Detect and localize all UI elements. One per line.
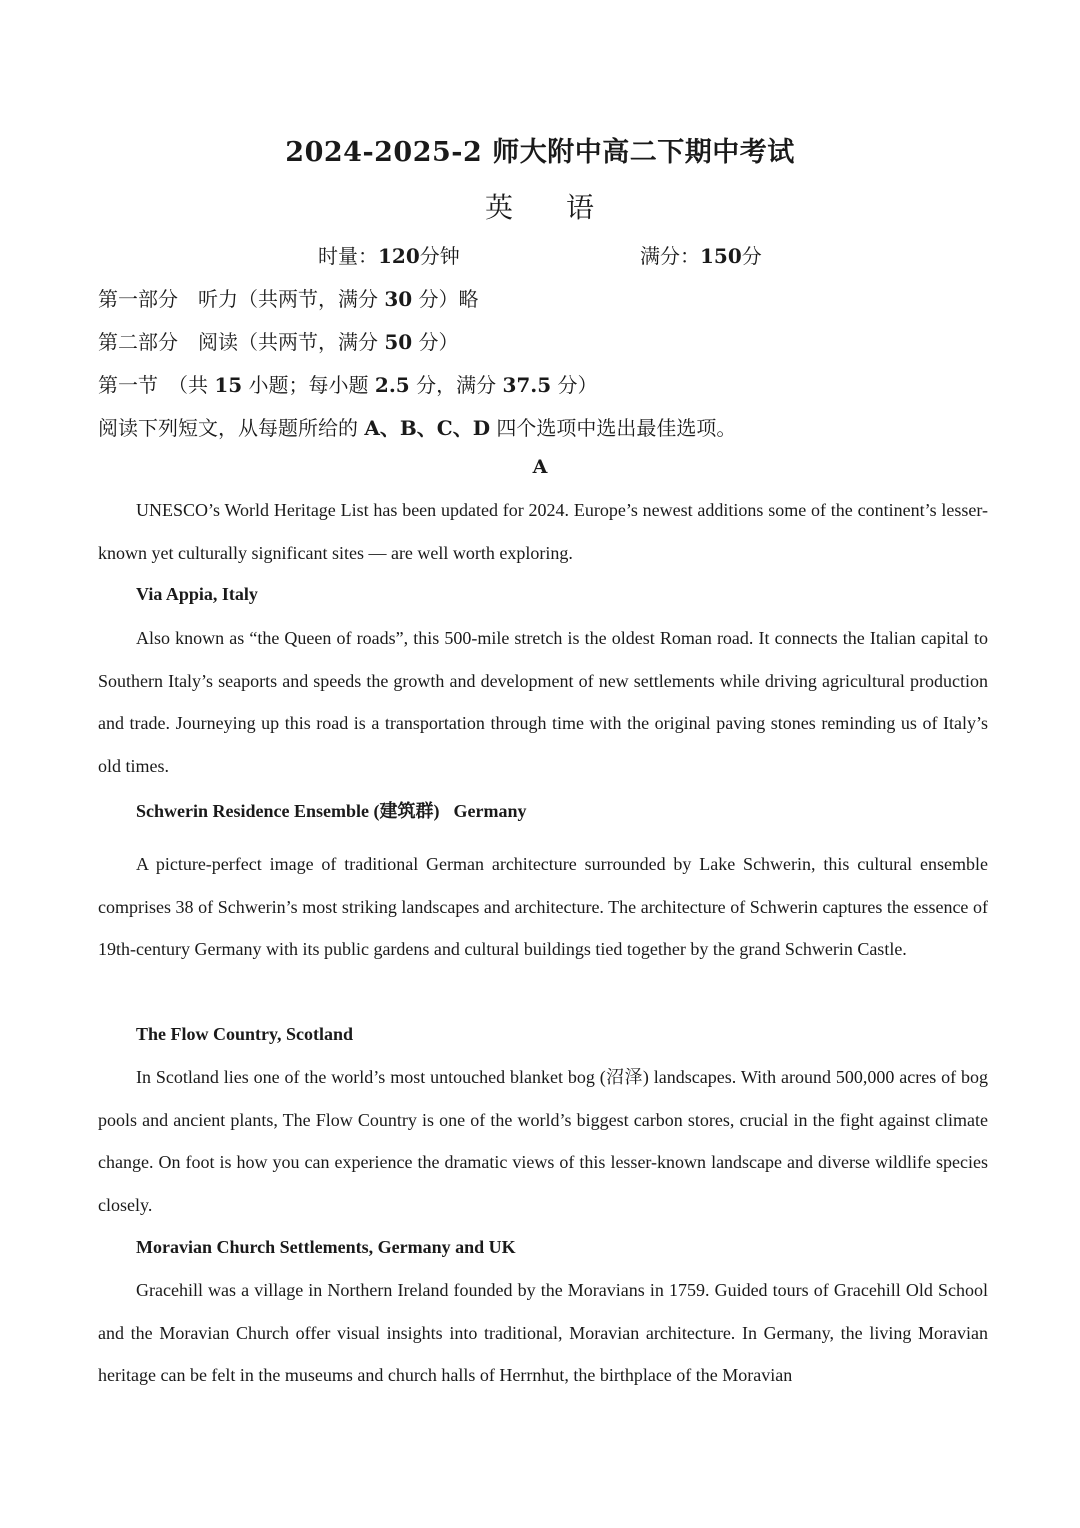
- duration-unit: 分钟: [419, 244, 460, 268]
- part2-score: 50: [384, 330, 413, 354]
- subject-title: [0, 186, 1080, 226]
- part2-suffix: 分）: [412, 330, 459, 354]
- duration-label: 时量：: [318, 244, 378, 268]
- section-heading-schwerin: [136, 797, 526, 823]
- passage-intro: UNESCO’s World Heritage List has been updated for 2024. Europe’s newest additions some of the continent’s lesser-known yet culturally significant sites — are well worth exploring.: [98, 500, 988, 563]
- subject-char-1: 英: [484, 191, 514, 224]
- schwerin-heading-country: Germany: [453, 801, 527, 821]
- section-heading-via-appia: Via Appia, Italy: [136, 584, 258, 604]
- part1-suffix: 分）略: [412, 287, 479, 311]
- exam-total-score: [640, 240, 762, 269]
- exam-title: 2024-2025-2 师大附中高二下期中考试: [285, 137, 795, 168]
- section-body-schwerin: A picture-perfect image of traditional German architecture surrounded by Lake Schwerin, this cultural ensemble comprises 38 of Schwerin’s most striking landscapes and architecture. The architecture of Schwerin captures the essence of 19th-century Germany with its public gardens and cultural buildings tied together by the grand Schwerin Castle.: [98, 854, 988, 960]
- part1-score: 30: [384, 287, 413, 311]
- section1-total-score: 37.5: [502, 373, 552, 397]
- section-body-via-appia: Also known as “the Queen of roads”, this 500-mile stretch is the oldest Roman road. It connects the Italian capital to Southern Italy’s seaports and speeds the growth and development of new settlements while driving agricultural production and trade. Journeying up this road is a transportation through time with the original paving stones reminding us of Italy’s old times.: [98, 628, 988, 776]
- directions-suffix: 四个选项中选出最佳选项。: [490, 416, 737, 440]
- exam-duration: [318, 240, 460, 269]
- section-heading-moravian: Moravian Church Settlements, Germany and UK: [136, 1237, 516, 1257]
- passage-label: A: [532, 456, 548, 478]
- schwerin-heading-title: Schwerin Residence Ensemble (建筑群): [136, 801, 440, 821]
- directions-prefix: 阅读下列短文，从每题所给的: [98, 416, 365, 440]
- section-heading-flow-country: The Flow Country, Scotland: [136, 1024, 354, 1044]
- section-body-flow-country: In Scotland lies one of the world’s most untouched blanket bog (沼泽) landscapes. With around 500,000 acres of bog pools and ancient plants, The Flow Country is one of the world’s biggest carbon stores, crucial in the fight against climate change. On foot is how you can experience the dramatic views of this lesser-known landscape and diverse wildlife species closely.: [98, 1067, 988, 1215]
- part2-instruction: [98, 326, 459, 355]
- section1-text-g: 分）: [551, 373, 598, 397]
- subject-char-2: 语: [566, 191, 596, 224]
- part1-prefix: 第一部分 听力（共两节，满分: [98, 287, 385, 311]
- score-value: 150: [700, 244, 742, 268]
- reading-directions: [98, 412, 736, 441]
- section1-text-e: 分，满分: [409, 373, 503, 397]
- section1-instruction: [98, 369, 598, 398]
- section1-text-a: 第一节 （共: [98, 373, 215, 397]
- score-label: 满分：: [640, 244, 700, 268]
- section-body-moravian: Gracehill was a village in Northern Ireland founded by the Moravians in 1759. Guided tours of Gracehill Old School and the Moravian Church offer visual insights into traditional, Moravian architecture. In Germany, the living Moravian heritage can be felt in the museums and church halls of Herrnhut, the birthplace of the Moravian: [98, 1280, 988, 1386]
- directions-options: A、B、C、D: [364, 416, 491, 440]
- duration-value: 120: [378, 244, 420, 268]
- part1-instruction: [98, 283, 479, 312]
- section1-per-question-score: 2.5: [374, 373, 410, 397]
- score-unit: 分: [741, 244, 762, 268]
- section1-text-c: 小题；每小题: [242, 373, 375, 397]
- section1-question-count: 15: [214, 373, 243, 397]
- part2-prefix: 第二部分 阅读（共两节，满分: [98, 330, 385, 354]
